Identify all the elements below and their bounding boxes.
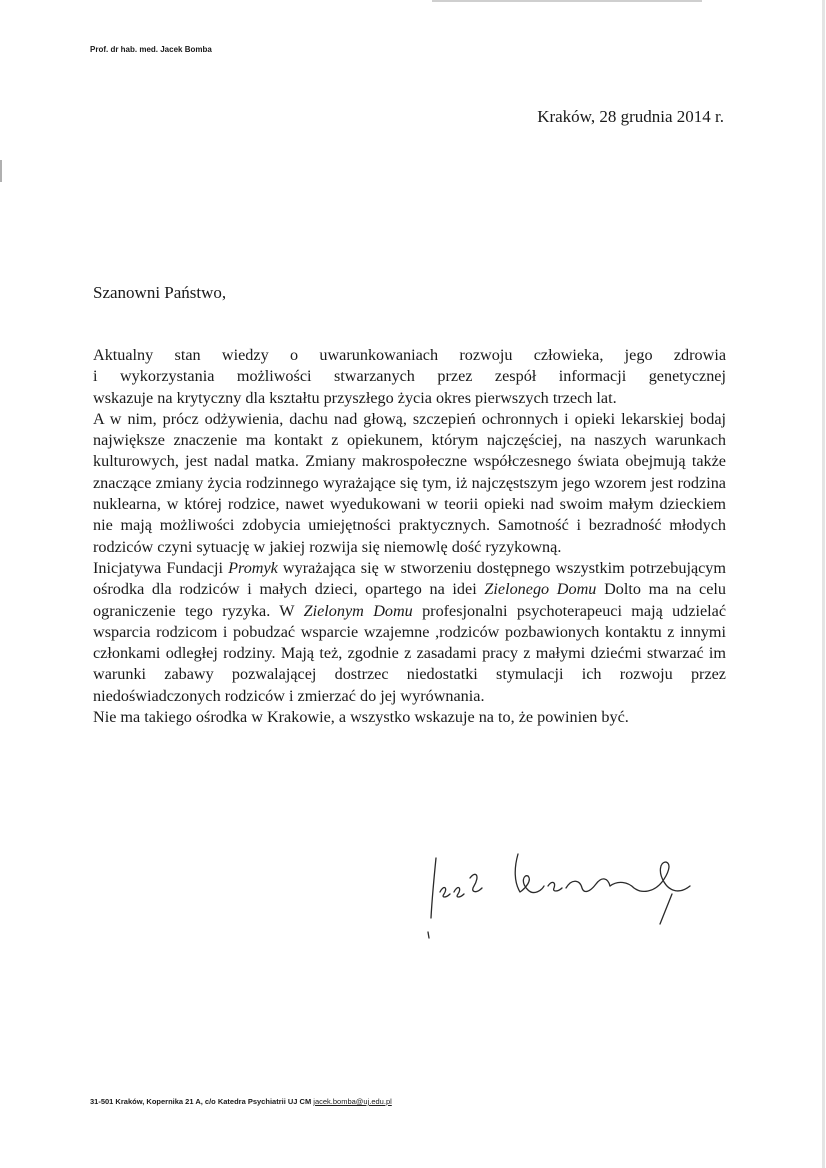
letter-date: Kraków, 28 grudnia 2014 r.	[537, 107, 724, 126]
letterhead-author: Prof. dr hab. med. Jacek Bomba	[90, 45, 212, 54]
initiative-text-1: Inicjatywa Fundacji	[93, 558, 229, 577]
paragraph-intro-line-3: wskazuje na krytyczny dla kształtu przyszłego życia okres pierwszych trzech lat.	[93, 388, 617, 407]
scan-edge-mark	[0, 160, 2, 182]
paragraph-intro-line-1: Aktualny stan wiedzy o uwarunkowaniach rozwoju człowieka, jego zdrowia	[93, 346, 726, 364]
scan-edge-right	[822, 0, 825, 1168]
green-house-name-2: Zielonym Domu	[303, 601, 413, 620]
letter-body	[93, 345, 726, 728]
initiative-text-2: wyrażająca się w stworzeniu dostępnego wszystkim potrzebującym ośrodka dla rodziców i małych dzieci, opartego na idei	[93, 558, 726, 599]
green-house-name: Zielonego Domu	[484, 580, 597, 599]
scan-edge-top	[432, 0, 702, 2]
paragraph-initiative	[93, 558, 726, 707]
paragraph-family: A w nim, prócz odżywienia, dachu nad głową, szczepień ochronnych i opieki lekarskiej bodaj największe znaczenie ma kontakt z opiekunem, którym najczęściej, na naszych warunkach kulturowych, jest nadal matka. Zmiany makrospołeczne współczesnego świata obejmują także znaczące zmiany życia rodzinnego wyrażające się tym, iż najczęstszym jego wzorem jest rodzina nuklearna, w której rodzice, nawet wyedukowani w teorii opieki nad swoim małym dzieckiem nie mają możliwości zdobycia umiejętności praktycznych. Samotność i bezradność młodych rodziców czyni sytuację w jakiej rozwija się niemowlę dość ryzykowną.	[93, 409, 726, 556]
footer-address: 31-501 Kraków, Kopernika 21 A, c/o Katedra Psychiatrii UJ CM	[90, 1097, 314, 1106]
handwritten-signature	[410, 848, 700, 940]
salutation: Szanowni Państwo,	[93, 283, 227, 302]
initiative-text-3: Dolto ma na celu ograniczenie tego ryzyka. W	[93, 580, 726, 620]
initiative-text-4: profesjonalni psychoterapeuci mają udzielać wsparcia rodzicom i pobudzać wsparcie wzajemne ,rodziców pozbawionych kontaktu z innymi członkami odległej rodziny. Mają też, zgodnie z zasadami pracy z małymi dziećmi stwarzać im warunki zabawy pozwalającej dostrzec niedostatki stymulacji ich rozwoju przez niedoświadczonych rodziców i zmierzać do jej wyrównania.	[93, 601, 727, 705]
foundation-name: Promyk	[228, 558, 278, 577]
footer-email[interactable]: jacek.bomba@uj.edu.pl	[313, 1097, 392, 1106]
paragraph-intro-line-2: i wykorzystania możliwości stwarzanych przez zespół informacji genetycznej	[93, 367, 726, 386]
letter-footer	[90, 1097, 392, 1106]
paragraph-conclusion: Nie ma takiego ośrodka w Krakowie, a wszystko wskazuje na to, że powinien być.	[93, 708, 629, 727]
